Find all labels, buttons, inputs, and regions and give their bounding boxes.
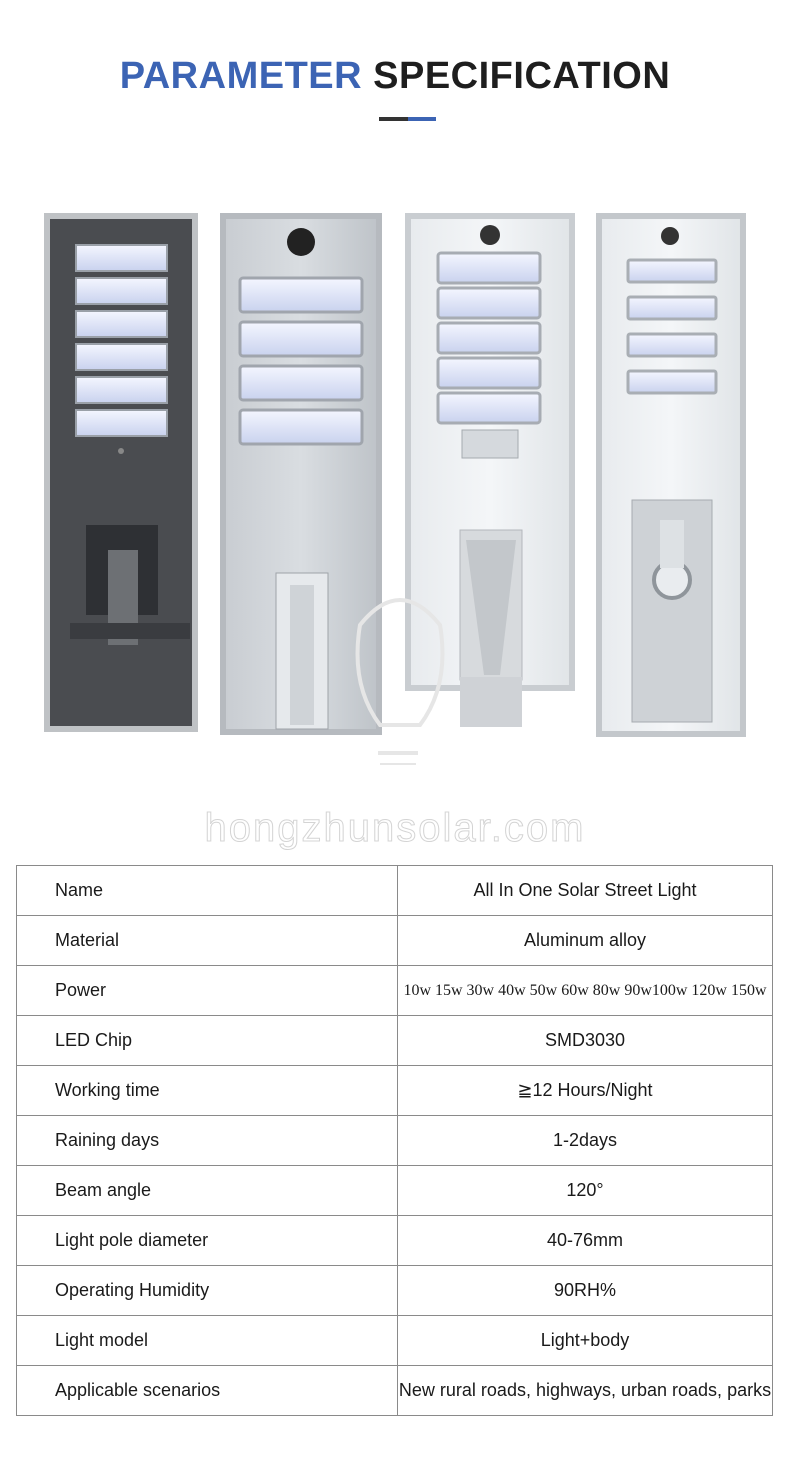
underline-blue-segment — [408, 117, 436, 121]
spec-value: 120° — [398, 1166, 773, 1216]
street-light-bracket — [596, 213, 746, 737]
spec-key: Beam angle — [17, 1166, 398, 1216]
spec-value: ≧12 Hours/Night — [398, 1066, 773, 1116]
street-light-arm — [405, 213, 575, 727]
spec-key: Material — [17, 916, 398, 966]
spec-value: New rural roads, highways, urban roads, parks — [398, 1366, 773, 1416]
spec-value: Aluminum alloy — [398, 916, 773, 966]
table-row — [17, 1116, 773, 1166]
table-row — [17, 1216, 773, 1266]
spec-key: LED Chip — [17, 1016, 398, 1066]
spec-value: 90RH% — [398, 1266, 773, 1316]
table-row — [17, 1016, 773, 1066]
table-row — [17, 1166, 773, 1216]
table-row — [17, 866, 773, 916]
table-row — [17, 966, 773, 1016]
spec-key: Light pole diameter — [17, 1216, 398, 1266]
table-row — [17, 1316, 773, 1366]
product-images — [0, 205, 790, 765]
table-row — [17, 1066, 773, 1116]
title-accent: PARAMETER — [119, 55, 363, 97]
spec-key: Applicable scenarios — [17, 1366, 398, 1416]
spec-value: 10w 15w 30w 40w 50w 60w 80w 90w100w 120w 150w — [398, 966, 773, 1016]
table-row — [17, 1266, 773, 1316]
spec-value: 40-76mm — [398, 1216, 773, 1266]
page-title — [0, 55, 790, 98]
spec-value: Light+body — [398, 1316, 773, 1366]
title-main: SPECIFICATION — [373, 55, 671, 97]
spec-table — [16, 865, 773, 1416]
table-row — [17, 1366, 773, 1416]
street-light-dark — [44, 213, 198, 732]
spec-key: Working time — [17, 1066, 398, 1116]
underline-dark-segment — [379, 117, 408, 121]
spec-key: Operating Humidity — [17, 1266, 398, 1316]
spec-value: SMD3030 — [398, 1016, 773, 1066]
spec-value: 1-2days — [398, 1116, 773, 1166]
spec-key: Light model — [17, 1316, 398, 1366]
title-underline — [379, 117, 436, 121]
watermark-text: hongzhunsolar.com — [204, 806, 586, 850]
spec-key: Name — [17, 866, 398, 916]
spec-key: Power — [17, 966, 398, 1016]
table-row — [17, 916, 773, 966]
spec-key: Raining days — [17, 1116, 398, 1166]
spec-value: All In One Solar Street Light — [398, 866, 773, 916]
